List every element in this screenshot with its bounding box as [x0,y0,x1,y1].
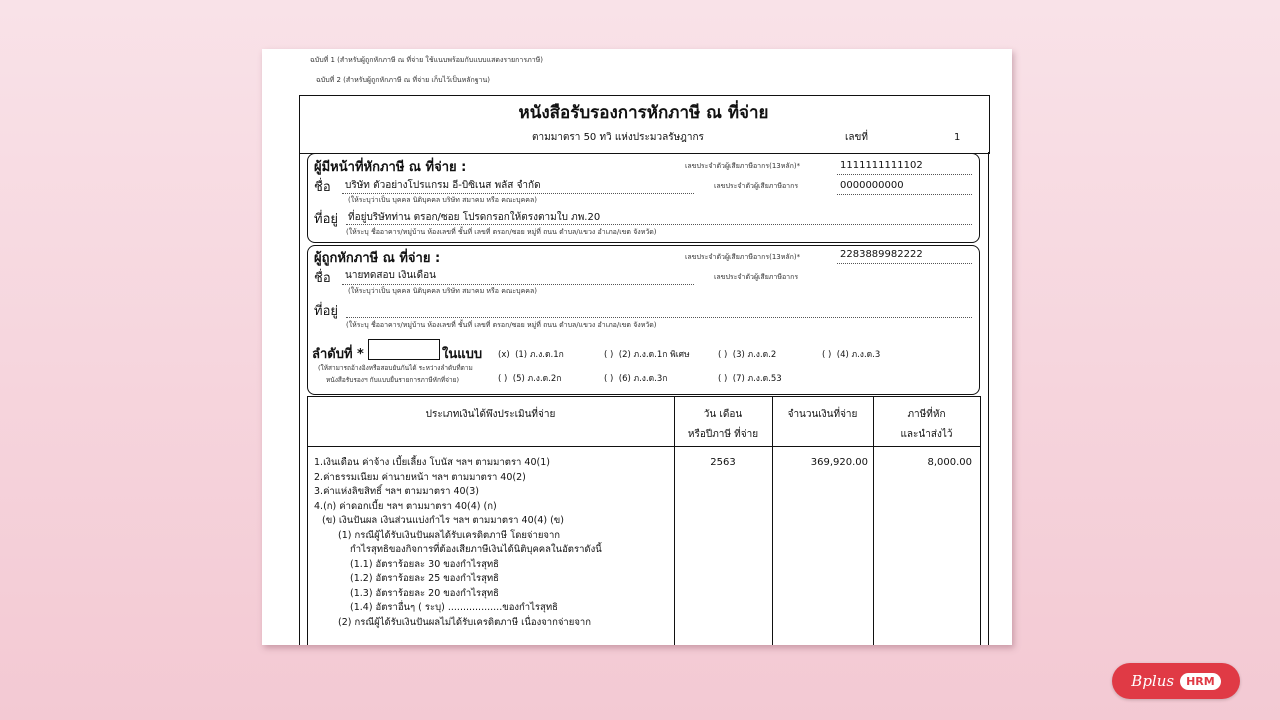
table-left [307,396,308,645]
form-option-label: (2) ภ.ง.ด.1ก พิเศษ [618,350,690,360]
row1-tax: 8,000.00 [927,457,972,468]
checkbox-mark: (x) [498,350,510,360]
row1-year: 2563 [710,457,736,468]
form-option-label: (1) ภ.ง.ด.1ก [515,350,564,360]
payer-name-label: ชื่อ [314,180,331,195]
header-tax-line2: และนำส่งไว้ [900,429,953,440]
income-item: 2.ค่าธรรมเนียม ค่านายหน้า ฯลฯ ตามมาตรา 40(2) [314,471,526,483]
form-option-5[interactable] [498,371,561,385]
sequence-hint [318,362,473,386]
document-number-label: เลขที่ [845,132,868,143]
payee-address-hint: (ให้ระบุ ชื่ออาคาร/หมู่บ้าน ห้องเลขที่ ชั้นที่ เลขที่ ตรอก/ซอย หมู่ที่ ถนน ตำบล/แขวง อำเภอ/เขต จังหวัด) [346,321,657,329]
payee-name-label: ชื่อ [314,271,331,286]
brand-name: Bplus [1131,672,1175,690]
payee-taxid13-value: 2283889982222 [840,249,923,260]
checkbox-mark: ( ) [498,374,508,384]
form-option-7[interactable] [718,371,782,385]
dotline [837,194,972,195]
dotline [837,263,972,264]
sequence-label: ลำดับที่ * [312,347,364,362]
frame-right [988,152,989,645]
payee-section-label: ผู้ถูกหักภาษี ณ ที่จ่าย : [314,251,441,266]
form-option-1[interactable] [498,347,564,361]
form-subtitle: ตามมาตรา 50 ทวิ แห่งประมวลรัษฎากร [532,132,704,143]
income-item: (2) กรณีผู้ได้รับเงินปันผลไม่ได้รับเครดิตภาษี เนื่องจากจ่ายจาก [338,616,591,628]
form-option-label: (3) ภ.ง.ด.2 [732,350,777,360]
bplus-hrm-logo [1112,663,1240,699]
income-item: (1.2) อัตราร้อยละ 25 ของกำไรสุทธิ [350,573,499,584]
payer-address-label: ที่อยู่ [314,212,338,227]
payee-taxid-label: เลขประจำตัวผู้เสียภาษีอากร [714,273,799,281]
payer-section-label: ผู้มีหน้าที่หักภาษี ณ ที่จ่าย : [314,160,467,175]
header-tax-line1: ภาษีที่หัก [907,409,946,420]
header-date-line1: วัน เดือน [703,409,743,420]
income-item: กำไรสุทธิของกิจการที่ต้องเสียภาษีเงินได้นิติบุคคลในอัตราดังนี้ [350,544,602,555]
form-option-2[interactable] [604,347,690,361]
in-form-label: ในแบบ [442,347,483,362]
brand-badge: HRM [1180,673,1221,690]
form-option-label: (5) ภ.ง.ด.2ก [512,374,562,384]
frame-left [299,152,300,645]
payee-taxid13-label: เลขประจำตัวผู้เสียภาษีอากร(13หลัก)* [685,253,801,261]
copy-note-1: ฉบับที่ 1 (สำหรับผู้ถูกหักภาษี ณ ที่จ่าย ใช้แนบพร้อมกับแบบแสดงรายการภาษี) [310,56,543,64]
table-top [307,396,980,397]
payer-name-value: บริษัท ตัวอย่างโปรแกรม อี-บิซิเนส พลัส จำกัด [345,180,541,191]
form-option-4[interactable] [822,347,880,361]
header-income-type: ประเภทเงินได้พึงประเมินที่จ่าย [425,409,556,420]
header-date-line2: หรือปีภาษี ที่จ่าย [687,429,759,440]
checkbox-mark: ( ) [718,350,728,360]
payer-taxid13-value: 1111111111102 [840,160,923,171]
dotline [346,317,972,318]
dotline [342,284,694,285]
income-type-list [314,456,602,630]
income-item: 1.เงินเดือน ค่าจ้าง เบี้ยเลี้ยง โบนัส ฯลฯ ตามมาตรา 40(1) [314,457,550,468]
payee-name-hint: (ให้ระบุว่าเป็น บุคคล นิติบุคคล บริษัท สมาคม หรือ คณะบุคคล) [348,287,537,295]
income-item: 4.(ก) ค่าดอกเบี้ย ฯลฯ ตามมาตรา 40(4) (ก) [314,500,497,512]
form-option-3[interactable] [718,347,776,361]
income-item: (1.1) อัตราร้อยละ 30 ของกำไรสุทธิ [350,558,499,570]
form-option-6[interactable] [604,371,667,385]
copy-note-2: ฉบับที่ 2 (สำหรับผู้ถูกหักภาษี ณ ที่จ่าย เก็บไว้เป็นหลักฐาน) [316,76,491,84]
checkbox-mark: ( ) [822,350,832,360]
payer-address-hint: (ให้ระบุ ชื่ออาคาร/หมู่บ้าน ห้องเลขที่ ชั้นที่ เลขที่ ตรอก/ซอย หมู่ที่ ถนน ตำบล/แขวง อำเภอ/เขต จังหวัด) [346,228,657,236]
income-item: (1.4) อัตราอื่นๆ ( ระบุ) ..................ของกำไรสุทธิ [350,602,558,613]
form-option-label: (4) ภ.ง.ด.3 [836,350,881,360]
form-title: หนังสือรับรองการหักภาษี ณ ที่จ่าย [518,103,769,123]
dotline [342,193,694,194]
payer-taxid13-label: เลขประจำตัวผู้เสียภาษีอากร(13หลัก)* [685,162,801,170]
payer-taxid-label: เลขประจำตัวผู้เสียภาษีอากร [714,182,799,190]
sequence-hint-line: (ให้สามารถอ้างอิงหรือสอบยันกันได้ ระหว่างลำดับที่ตาม [318,364,473,372]
payer-taxid-value: 0000000000 [840,180,904,191]
payer-name-hint: (ให้ระบุว่าเป็น บุคคล นิติบุคคล บริษัท สมาคม หรือ คณะบุคคล) [348,196,537,204]
checkbox-mark: ( ) [604,350,614,360]
checkbox-mark: ( ) [718,374,728,384]
payer-address-value: ที่อยู่บริษัทท่าน ตรอก/ซอย โปรดกรอกให้ตรงตามใบ ภพ.20 [348,212,601,223]
col-divider-2 [772,396,773,645]
header-bottom [307,446,980,447]
income-item: (1) กรณีผู้ได้รับเงินปันผลได้รับเครดิตภาษี โดยจ่ายจาก [338,529,561,541]
dotline [837,174,972,175]
form-option-label: (6) ภ.ง.ด.3ก [618,374,668,384]
row1-amount: 369,920.00 [810,457,868,468]
sequence-input[interactable] [368,339,440,360]
dotline [346,224,972,225]
payee-address-label: ที่อยู่ [314,304,338,319]
form-option-label: (7) ภ.ง.ด.53 [732,374,782,384]
sequence-hint-line: หนังสือรับรองฯ กับแบบยื่นรายการภาษีหักที่จ่าย) [326,376,459,384]
checkbox-mark: ( ) [604,374,614,384]
payee-name-value: นายทดสอบ เงินเดือน [345,270,436,281]
income-item: (ข) เงินปันผล เงินส่วนแบ่งกำไร ฯลฯ ตามมาตรา 40(4) (ข) [322,515,564,526]
header-amount: จำนวนเงินที่จ่าย [787,409,858,420]
income-item: 3.ค่าแห่งลิขสิทธิ์ ฯลฯ ตามมาตรา 40(3) [314,486,480,497]
tax-certificate-document [262,49,1012,645]
income-item: (1.3) อัตราร้อยละ 20 ของกำไรสุทธิ [350,587,499,599]
document-number-value: 1 [954,132,961,143]
table-right [980,396,981,645]
